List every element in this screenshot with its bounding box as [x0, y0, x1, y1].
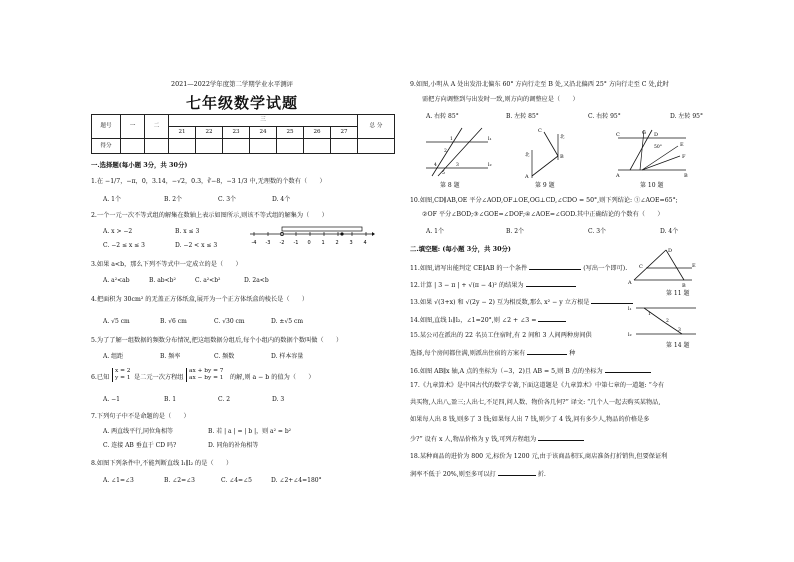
- fig10-label-d: D: [654, 132, 659, 138]
- question-9-line-2: 需把方向调整到与出发时一致,则方向的调整应是（ ）: [422, 96, 579, 103]
- q10-option-a: A. 1个: [426, 228, 444, 235]
- q1-option-c: C. 3个: [218, 196, 237, 203]
- sub-col: 23: [223, 127, 250, 139]
- q2-option-b: B. x ≤ 3: [175, 228, 200, 235]
- q1-option-b: B. 2个: [164, 196, 183, 203]
- fig11-label-b: B: [682, 283, 686, 289]
- question-6-middle: 是二元一次方程组: [134, 374, 184, 381]
- q12-text: 12.计算 | 3 − π | + √(π − 4)² 的结果为: [410, 282, 524, 289]
- q6-sys1-eq1: x = 2: [115, 368, 131, 374]
- q2-option-a: A. x > −2: [103, 228, 133, 235]
- fig8-angle-1: 1: [450, 137, 453, 142]
- figure-11: [626, 246, 698, 290]
- question-16: [410, 366, 651, 376]
- q6-option-b: B. 1: [164, 396, 177, 403]
- question-5: 5.为了了解一组数据的频数分布情况,把这组数据分组后,每个小组内的数据个数叫做（ ）: [91, 337, 343, 344]
- q15-unit: 种: [569, 350, 576, 357]
- q8-option-b: B. ∠2=∠3: [164, 477, 195, 484]
- figure-14-caption: 第 14 题: [666, 342, 690, 349]
- q5-option-b: B. 频率: [160, 353, 181, 360]
- question-18-line-2: [410, 469, 546, 479]
- q7-option-b: B. 若 | a | = | b |，则 a² = b²: [208, 428, 292, 435]
- section-1-heading: 一.选择题(每小题 3分，共 30分): [91, 161, 188, 169]
- col-total: 总 分: [358, 115, 395, 139]
- number-line-tick-label: -2: [279, 240, 285, 246]
- q10-option-b: B. 2个: [506, 228, 525, 235]
- fig11-label-d: D: [668, 248, 673, 254]
- q16-answer-blank[interactable]: [605, 366, 651, 373]
- score-cell[interactable]: [169, 139, 196, 154]
- fig10-label-b: B: [684, 173, 688, 178]
- q14-text: 14.如图,直线 l₁∥l₂，∠1=20°,则 ∠2 + ∠3 =: [410, 317, 537, 324]
- question-2: 2.一个一元一次不等式组的解集在数轴上表示如图所示,则该不等式组的解集为（ ）: [91, 212, 328, 219]
- q7-option-a: A. 两直线平行,同位角相等: [103, 428, 174, 435]
- question-15-line-2: [410, 348, 575, 358]
- number-line-tick-label: 3: [349, 240, 353, 246]
- fig10-label-e: E: [680, 142, 684, 148]
- question-14: [410, 315, 566, 325]
- question-15-line-1: 15.某公司在派出的 22 名员工住宿时,有 2 间和 3 人间两种房间供: [410, 332, 592, 339]
- number-line-tick-label: -3: [265, 240, 271, 246]
- number-line-tick-label: 0: [307, 240, 311, 246]
- figure-14: [626, 300, 698, 342]
- question-17-line-1: 17.《九章算术》是中国古代的数学专著,下面这道题是《九章算术》中第七章的一道题: “今有: [410, 382, 665, 389]
- fig11-label-e: E: [692, 263, 696, 269]
- fig14-label-l2: l₂: [628, 332, 632, 338]
- sub-col: 24: [250, 127, 277, 139]
- q16-text: 16.如图 AB∥x 轴,A 点的坐标为（−3，2)且 AB = 5,则 B 点的坐标为: [410, 368, 603, 375]
- q5-option-c: C. 频数: [214, 353, 235, 360]
- q6-sys2-eq1: ax + by = 7: [189, 368, 224, 374]
- number-line-tick-label: -4: [251, 240, 257, 246]
- exam-subtitle: 2021—2022学年度第二学期学业水平测评: [171, 80, 293, 88]
- q7-option-d: D. 同角的补角相等: [208, 442, 259, 449]
- q11-text: 11.如图,请写出能判定 CE∥AB 的一个条件: [410, 265, 528, 272]
- fig8-angle-2: 2: [444, 149, 447, 154]
- q3-option-b: B. ab<b²: [149, 277, 176, 284]
- score-cell[interactable]: [250, 139, 277, 154]
- question-3: 3.如果 a<b，那么下列不等式中一定成立的是（ ）: [91, 261, 242, 268]
- col-three: 三: [169, 115, 358, 127]
- fig8-label-l2: l₂: [488, 162, 492, 168]
- q18-answer-blank[interactable]: [498, 469, 536, 476]
- q9-option-b: B. 左转 85°: [506, 113, 539, 120]
- q8-option-d: D. ∠2+∠4=180°: [271, 477, 322, 484]
- q8-option-a: A. ∠1=∠3: [103, 477, 134, 484]
- question-10-line-2: ②OF 平分∠BOD;③∠GOE=∠DOF;④∠AOE=∠GOD.其中正确结论的个数有（ ）: [422, 211, 664, 218]
- number-line-tick-label: 2: [335, 240, 339, 246]
- figure-9-caption: 第 9 题: [535, 182, 555, 189]
- number-line-tick-label: 4: [363, 240, 367, 246]
- q17-answer-blank[interactable]: [538, 434, 584, 441]
- q15-text: 选择,每个房间都住满,则派出住宿的方案有: [410, 350, 526, 357]
- question-17-line-3: 如果每人出 8 钱,则多了 3 钱;如果每人出 7 钱,则少了 4 钱,问有多少人,物品的价格是多: [410, 416, 650, 423]
- q3-option-a: A. a²<ab: [103, 277, 130, 284]
- col-two: 二: [145, 115, 169, 139]
- figure-8: [422, 124, 494, 178]
- q18-text: 润率不低于 20%,则至多可以打: [410, 471, 496, 478]
- figure-11-caption: 第 11 题: [666, 290, 690, 297]
- score-cell[interactable]: [277, 139, 304, 154]
- fig11-label-a: A: [628, 280, 632, 286]
- question-9-line-1: 9.如图,小明从 A 处出发沿北偏东 60° 方向行走至 B 处,又沿北偏西 25° 方向行走至 C 处,此时: [410, 81, 669, 88]
- fig8-angle-3: 3: [456, 163, 459, 168]
- sub-col: 21: [169, 127, 196, 139]
- fig8-angle-4: 4: [434, 163, 437, 168]
- fig10-label-a: A: [616, 173, 620, 178]
- q5-option-a: A. 组距: [103, 353, 124, 360]
- fig8-angle-5: 5: [442, 171, 445, 176]
- q11-note: (写出一个即可).: [583, 265, 628, 272]
- fig9-label-north-a: 北: [525, 153, 530, 158]
- q3-option-c: C. a²<b²: [195, 277, 221, 284]
- q10-option-c: C. 3个: [588, 228, 607, 235]
- q9-option-d: D. 左转 95°: [670, 113, 703, 120]
- q1-option-a: A. 1个: [103, 196, 121, 203]
- q6-sys2-eq2: ax − by = 1: [189, 374, 224, 381]
- fig10-label-f: F: [682, 154, 686, 160]
- score-cell[interactable]: [145, 139, 169, 154]
- score-cell[interactable]: [358, 139, 395, 154]
- q5-option-d: D. 样本容量: [271, 353, 304, 360]
- score-cell[interactable]: [331, 139, 358, 154]
- figure-10-caption: 第 10 题: [640, 182, 664, 189]
- sub-col: 26: [304, 127, 331, 139]
- question-10-line-1: 10.如图,CD∥AB,OE 平分∠AOD,OF⊥OE,OG⊥CD,∠CDO = 50°,则下列结论: ①∠AOE=65°;: [410, 197, 678, 204]
- sub-col: 25: [277, 127, 304, 139]
- figure-9: [520, 124, 570, 180]
- q2-option-d: D. −2 < x ≤ 3: [175, 242, 218, 249]
- figure-10: [614, 126, 694, 178]
- q9-option-a: A. 右转 85°: [426, 113, 459, 120]
- question-18-line-1: 18.某种商品的进价为 800 元,标价为 1200 元,由于该商品积压,商店准备打折销售,但要保证利: [410, 453, 668, 460]
- sub-col: 27: [331, 127, 358, 139]
- sub-col: 22: [196, 127, 223, 139]
- number-line-figure: [248, 222, 376, 250]
- score-cell[interactable]: [121, 139, 145, 154]
- q12-answer-blank[interactable]: [526, 280, 576, 287]
- fig14-angle-3: 3: [678, 328, 681, 333]
- col-one: 一: [121, 115, 145, 139]
- question-17-line-4: [410, 434, 584, 444]
- question-6-suffix: 的解,则 a − b 的值为（ ）: [230, 374, 315, 381]
- question-17-line-2: 共买物,人出八,盈三;人出七,不足四,问人数、物价各几何?” 译文: “几个人一起去购买某物品,: [410, 399, 661, 406]
- fig8-label-l1: l₁: [488, 136, 492, 142]
- q4-option-d: D. ±√5 cm: [271, 318, 304, 325]
- fig9-label-a: A: [525, 174, 529, 180]
- q4-option-a: A. √5 cm: [103, 318, 130, 325]
- score-cell[interactable]: [304, 139, 331, 154]
- q4-option-c: C. √30 cm: [214, 318, 245, 325]
- fig9-label-c: C: [538, 128, 542, 134]
- q3-option-d: D. 2a<b: [244, 277, 269, 284]
- q14-answer-blank[interactable]: [538, 315, 566, 322]
- fig9-label-b: B: [560, 154, 564, 160]
- question-12: [410, 280, 576, 290]
- question-1: 1.在 −1/7，−π，0，3.14，−√2，0.3，∛−8，−3 1/3 中,无理数的个数有（ ）: [91, 178, 326, 185]
- score-table: [91, 114, 395, 154]
- label-score: 得分: [92, 139, 121, 154]
- question-11: [410, 263, 627, 273]
- q10-option-d: D. 4个: [660, 228, 679, 235]
- question-6-prefix: 6.已知: [91, 374, 110, 381]
- q15-answer-blank[interactable]: [527, 348, 567, 355]
- q13-text: 13.如果 √(3+x) 和 √(2y − 2) 互为相反数,那么 x² − y 立方根是: [410, 299, 590, 306]
- q6-sys1-eq2: y = 1: [115, 374, 131, 381]
- question-4: 4.把面积为 30cm² 的无盖正方体纸盒,展开为一个正方体纸盒的棱长是（ ）: [91, 296, 309, 303]
- score-cell[interactable]: [196, 139, 223, 154]
- number-line-tick-label: 1: [321, 240, 325, 246]
- q7-option-c: C. 连接 AB 垂直于 CD 吗?: [103, 442, 177, 449]
- fig10-label-g: G: [642, 130, 646, 136]
- fig9-label-north-b: 北: [560, 135, 565, 140]
- figure-8-caption: 第 8 题: [440, 182, 460, 189]
- q2-option-c: C. −2 ≤ x ≤ 3: [103, 242, 145, 249]
- section-2-heading: 二.填空题: (每小题 3分，共 30分): [410, 245, 511, 253]
- question-8: 8.如图下列条件中,不能判断直线 l₁∥l₂ 的是（ ）: [91, 460, 233, 467]
- question-7: 7.下列句子中不是命题的是（ ）: [91, 413, 190, 420]
- q18-unit: 折.: [537, 471, 546, 478]
- score-cell[interactable]: [223, 139, 250, 154]
- exam-title: 七年级数学试题: [186, 94, 299, 112]
- label-question-number: 题号: [92, 115, 121, 139]
- q6-option-d: D. 3: [272, 396, 285, 403]
- fig10-label-c: C: [616, 132, 620, 138]
- fig14-angle-1: 1: [648, 312, 651, 317]
- q1-option-d: D. 4个: [272, 196, 291, 203]
- q11-answer-blank[interactable]: [529, 263, 581, 270]
- question-13: [410, 297, 633, 307]
- q8-option-c: C. ∠4=∠5: [221, 477, 252, 484]
- fig10-angle-label: 50°: [654, 145, 662, 150]
- q4-option-b: B. √6 cm: [160, 318, 187, 325]
- fig14-label-l1: l₁: [628, 306, 632, 312]
- fig11-label-c: C: [639, 264, 643, 270]
- q6-system-1: [112, 368, 131, 382]
- fig14-angle-2: 2: [666, 319, 669, 324]
- q6-option-a: A. −1: [103, 396, 120, 403]
- q6-system-2: [186, 368, 223, 382]
- number-line-tick-label: -1: [293, 240, 299, 246]
- q17-text: 少?” 设有 x 人,物品价格为 y 钱,可列方程组为: [410, 436, 537, 443]
- q9-option-c: C. 右转 95°: [588, 113, 621, 120]
- q6-option-c: C. 2: [218, 396, 231, 403]
